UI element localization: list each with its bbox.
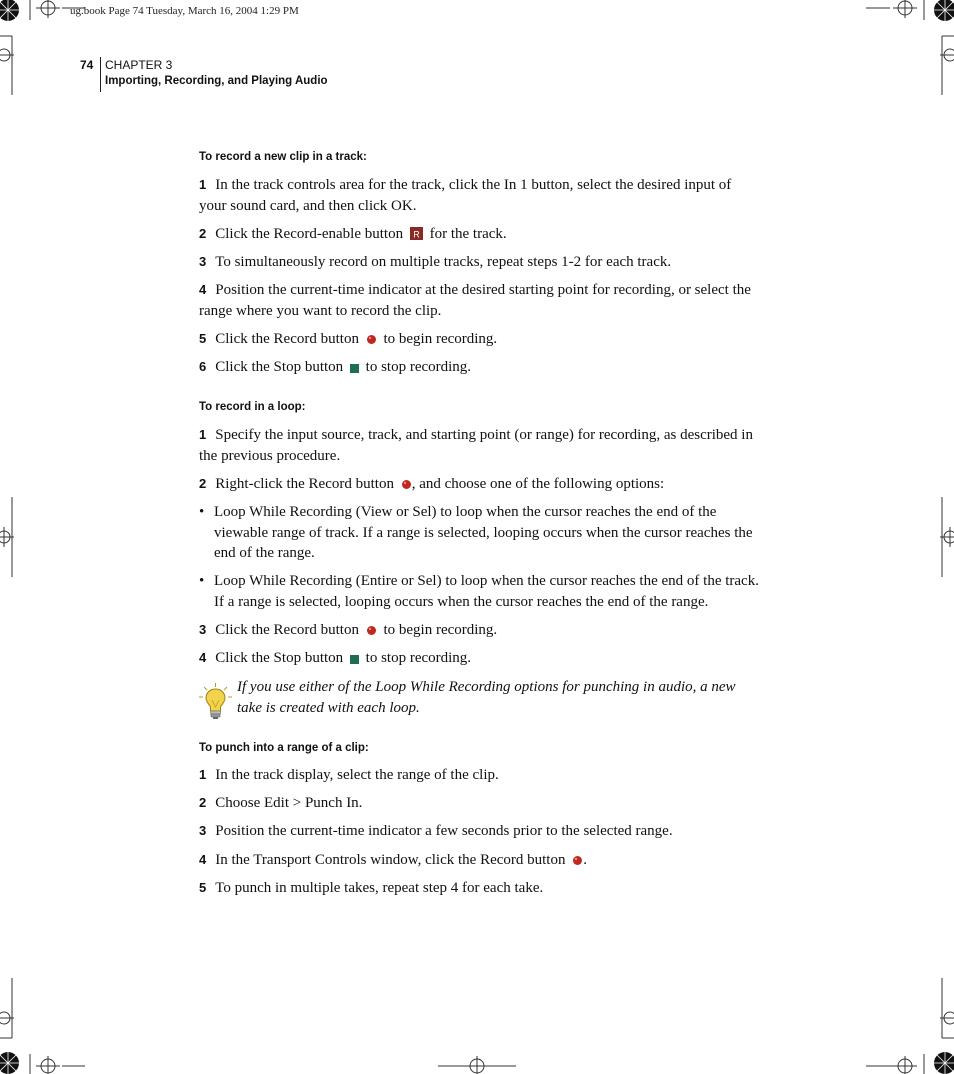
step-item xyxy=(199,329,759,350)
step-text: to stop recording. xyxy=(365,359,472,375)
step-text: Click the Record button xyxy=(215,622,359,638)
record-icon xyxy=(366,625,377,636)
step-text: In the track display, select the range of the clip. xyxy=(215,767,499,783)
step-text: Click the Stop button xyxy=(215,650,344,666)
step-text: to begin recording. xyxy=(383,331,498,347)
lightbulb-icon xyxy=(199,683,232,721)
step-text: Choose Edit > Punch In. xyxy=(215,795,363,811)
step-number: 1 xyxy=(199,767,207,782)
step-text: to begin recording. xyxy=(383,622,498,638)
step-text: Click the Stop button xyxy=(215,359,344,375)
record-icon xyxy=(572,855,583,866)
record-icon xyxy=(366,334,377,345)
step-text: Right-click the Record button xyxy=(215,476,394,492)
step-item xyxy=(199,425,759,466)
list-item: • Loop While Recording (View or Sel) to loop when the cursor reaches the end of the viewable range of track. If a range is selected, looping occurs when the cursor reaches the end of the range. xyxy=(199,504,753,561)
step-number: 4 xyxy=(199,650,207,665)
section-heading: To record in a loop: xyxy=(199,401,306,413)
step-item xyxy=(199,878,759,899)
step-text: to stop recording. xyxy=(365,650,472,666)
step-item xyxy=(199,793,759,814)
record-icon xyxy=(401,479,412,490)
step-number: 2 xyxy=(199,226,207,241)
step-number: 5 xyxy=(199,331,207,346)
step-number: 2 xyxy=(199,476,207,491)
step-number: 5 xyxy=(199,880,207,895)
header-divider xyxy=(100,57,101,92)
step-number: 4 xyxy=(199,282,207,297)
stop-icon xyxy=(350,364,359,373)
step-number: 4 xyxy=(199,852,207,867)
step-text: , and choose one of the following options: xyxy=(411,476,665,492)
step-item xyxy=(199,648,759,669)
step-item xyxy=(199,765,759,786)
step-item xyxy=(199,280,759,321)
step-text: Click the Record button xyxy=(215,331,359,347)
step-item xyxy=(199,252,759,273)
print-slug: ug.book Page 74 Tuesday, March 16, 2004 1:29 PM xyxy=(70,5,299,17)
step-text: To simultaneously record on multiple tracks, repeat steps 1-2 for each track. xyxy=(215,254,672,270)
bullet-text: Loop While Recording (Entire or Sel) to loop when the cursor reaches the end of the track. If a range is selected, looping occurs when the cursor reaches the end of the range. xyxy=(214,573,759,610)
section-heading: To record a new clip in a track: xyxy=(199,151,367,163)
section-heading: To punch into a range of a clip: xyxy=(199,742,369,754)
step-text: In the Transport Controls window, click the Record button xyxy=(215,852,566,868)
step-item xyxy=(199,175,759,216)
step-number: 1 xyxy=(199,177,207,192)
svg-text:R: R xyxy=(413,229,420,240)
chapter-label: CHAPTER 3 xyxy=(105,58,173,72)
step-text: In the track controls area for the track, click the In 1 button, select the desired input of your sound card, and then click OK. xyxy=(199,177,732,214)
tip-note: If you use either of the Loop While Recording options for punching in audio, a new take is created with each loop. xyxy=(237,679,736,716)
bullet-text: Loop While Recording (View or Sel) to loop when the cursor reaches the end of the viewable range of track. If a range is selected, looping occurs when the cursor reaches the end of the range. xyxy=(214,504,753,561)
step-text: Click the Record-enable button xyxy=(215,226,404,242)
step-text: To punch in multiple takes, repeat step 4 for each take. xyxy=(215,880,544,896)
step-item xyxy=(199,224,759,245)
step-item xyxy=(199,474,759,495)
step-text: for the track. xyxy=(429,226,507,242)
step-number: 3 xyxy=(199,823,207,838)
step-number: 1 xyxy=(199,427,207,442)
step-item xyxy=(199,850,759,871)
step-number: 6 xyxy=(199,359,207,374)
step-number: 2 xyxy=(199,795,207,810)
step-item xyxy=(199,821,759,842)
step-number: 3 xyxy=(199,622,207,637)
step-text: Position the current-time indicator a few seconds prior to the selected range. xyxy=(215,823,673,839)
page-number: 74 xyxy=(80,58,94,72)
step-text: Specify the input source, track, and starting point (or range) for recording, as described in the previous procedure. xyxy=(199,427,753,464)
record-enable-icon xyxy=(410,227,423,240)
stop-icon xyxy=(350,655,359,664)
step-item xyxy=(199,357,759,378)
step-text: Position the current-time indicator at the desired starting point for recording, or select the range where you want to record the clip. xyxy=(199,282,751,319)
list-item: • Loop While Recording (Entire or Sel) to loop when the cursor reaches the end of the track. If a range is selected, looping occurs when the cursor reaches the end of the range. xyxy=(199,573,759,610)
chapter-title: Importing, Recording, and Playing Audio xyxy=(105,75,328,87)
step-number: 3 xyxy=(199,254,207,269)
step-text: . xyxy=(583,852,587,868)
step-item xyxy=(199,620,759,641)
